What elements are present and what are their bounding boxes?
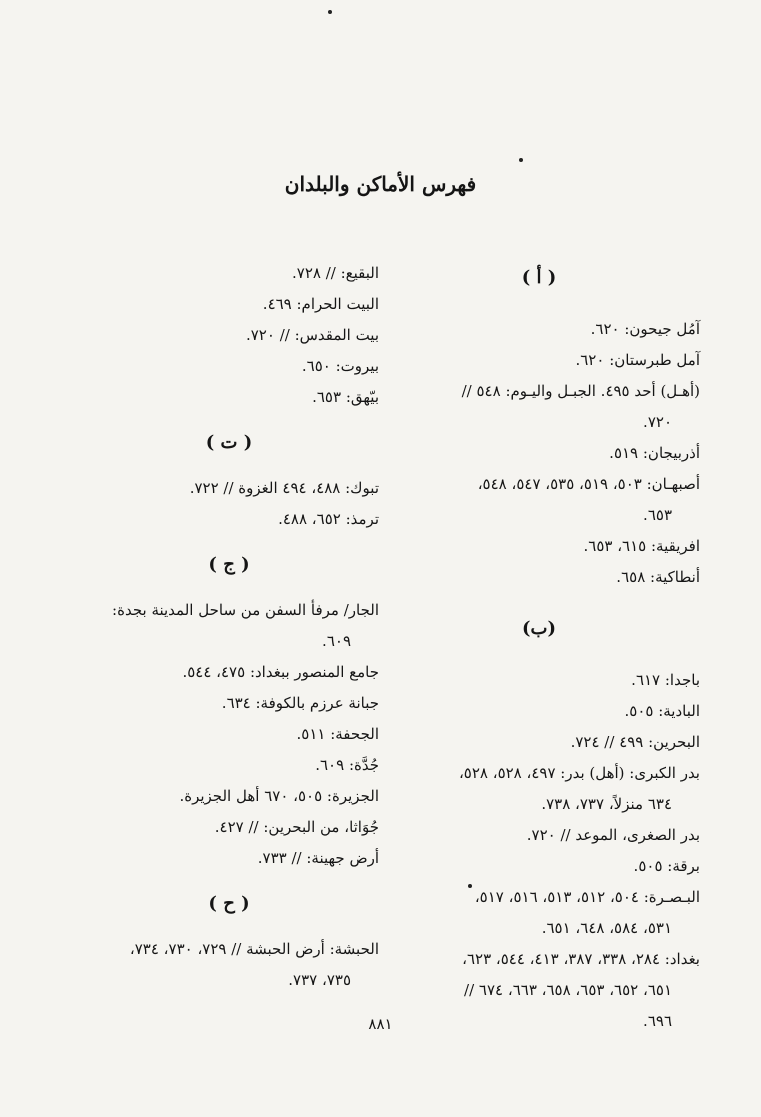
page-title: فهرس الأماكن والبلدان bbox=[284, 172, 477, 196]
entry-line: أصبهـان: ٥٠٣، ٥١٩، ٥٣٥، ٥٤٧، ٥٤٨، bbox=[477, 475, 700, 493]
entry-line: أنطاكية: ٦٥٨. bbox=[616, 568, 700, 586]
entry-line: البحرين: ٤٩٩ // ٧٢٤. bbox=[570, 733, 700, 751]
index-entry bbox=[79, 595, 379, 657]
entry-line: أذربيجان: ٥١٩. bbox=[609, 444, 700, 462]
index-entry bbox=[79, 719, 379, 750]
index-entry bbox=[378, 820, 700, 851]
ink-dot bbox=[519, 158, 523, 162]
entry-line: أرض جهينة: // ٧٣٣. bbox=[257, 849, 379, 867]
entry-line: جبانة عرزم بالكوفة: ٦٣٤. bbox=[221, 694, 379, 712]
entry-line: بيروت: ٦٥٠. bbox=[301, 357, 379, 375]
entry-line: ترمذ: ٦٥٢، ٤٨٨. bbox=[278, 510, 379, 528]
entry-line: بيت المقدس: // ٧٢٠. bbox=[245, 326, 379, 344]
entry-line: آمُل جيحون: ٦٢٠. bbox=[590, 320, 700, 338]
section-header-ta: ( ت ) bbox=[205, 432, 253, 453]
index-entry bbox=[378, 438, 700, 469]
entry-line: جُوَاثا، من البحرين: // ٤٢٧. bbox=[214, 818, 379, 836]
section-ba-entries bbox=[378, 665, 700, 1037]
section-header-ba: (ب) bbox=[522, 618, 556, 639]
entry-line: جامع المنصور ببغداد: ٤٧٥، ٥٤٤. bbox=[182, 663, 379, 681]
index-entry bbox=[378, 758, 700, 820]
entry-line: برقة: ٥٠٥. bbox=[633, 857, 700, 875]
entry-line: البـصـرة: ٥٠٤، ٥١٢، ٥١٣، ٥١٦، ٥١٧، bbox=[474, 888, 700, 906]
entry-line: بدر الصغرى، الموعد // ٧٢٠. bbox=[526, 826, 700, 844]
entry-line: افريقية: ٦١٥، ٦٥٣. bbox=[583, 537, 700, 555]
index-entry bbox=[378, 376, 700, 438]
index-entry bbox=[79, 258, 379, 289]
entry-line: البادية: ٥٠٥. bbox=[624, 702, 700, 720]
entry-continuation: ٧٢٠. bbox=[643, 413, 672, 431]
index-entry bbox=[79, 812, 379, 843]
entry-continuation: ٦٥٣. bbox=[643, 506, 672, 524]
index-entry bbox=[378, 727, 700, 758]
index-entry bbox=[378, 882, 700, 944]
entry-line: بيّهق: ٦٥٣. bbox=[312, 388, 379, 406]
index-entry bbox=[79, 750, 379, 781]
ink-dot bbox=[328, 10, 332, 14]
section-jim-entries bbox=[79, 595, 379, 874]
section-header-alif: ( أ ) bbox=[521, 267, 557, 288]
index-entry bbox=[79, 473, 379, 504]
entry-line: بدر الكبرى: (أهل) بدر: ٤٩٧، ٥٢٨، ٥٢٨، bbox=[458, 764, 700, 782]
entry-line: (أهـل) أحد ٤٩٥. الجبـل واليـوم: ٥٤٨ // bbox=[461, 382, 700, 400]
entry-line: باجدا: ٦١٧. bbox=[631, 671, 700, 689]
index-entry bbox=[79, 657, 379, 688]
section-header-jim: ( ج ) bbox=[208, 554, 250, 575]
section-header-ha: ( ح ) bbox=[208, 893, 250, 914]
index-entry bbox=[79, 382, 379, 413]
index-entry bbox=[79, 843, 379, 874]
entry-line: الجزيرة: ٥٠٥، ٦٧٠ أهل الجزيرة. bbox=[179, 787, 379, 805]
entry-line: الحبشة: أرض الحبشة // ٧٢٩، ٧٣٠، ٧٣٤، bbox=[129, 940, 379, 958]
entry-continuation: ٦٠٩. bbox=[322, 632, 351, 650]
index-entry bbox=[79, 320, 379, 351]
entry-continuation: ٦٣٤ منزلاً، ٧٣٧، ٧٣٨. bbox=[541, 795, 672, 813]
index-entry bbox=[378, 314, 700, 345]
entry-line: جُدَّة: ٦٠٩. bbox=[315, 756, 379, 774]
index-entry bbox=[378, 345, 700, 376]
index-entry bbox=[378, 531, 700, 562]
section-ta-entries bbox=[79, 473, 379, 535]
index-entry bbox=[79, 351, 379, 382]
index-entry bbox=[378, 562, 700, 593]
entry-continuation: ٦٩٦. bbox=[643, 1012, 672, 1030]
entry-continuation: ٥٣١، ٥٨٤، ٦٤٨، ٦٥١. bbox=[541, 919, 672, 937]
section-ha-entries bbox=[79, 934, 379, 996]
page-number: ٨٨١ bbox=[368, 1015, 393, 1033]
index-entry bbox=[378, 851, 700, 882]
index-column-left bbox=[79, 258, 379, 996]
index-entry bbox=[378, 469, 700, 531]
entry-continuation: ٦٥١، ٦٥٢، ٦٥٣، ٦٥٨، ٦٦٣، ٦٧٤ // bbox=[464, 981, 672, 999]
index-entry bbox=[378, 696, 700, 727]
entry-continuation: ٧٣٥، ٧٣٧. bbox=[288, 971, 351, 989]
index-entry bbox=[79, 504, 379, 535]
entry-line: بغداد: ٢٨٤، ٣٣٨، ٣٨٧، ٤١٣، ٥٤٤، ٦٢٣، bbox=[462, 950, 700, 968]
entry-line: تبوك: ٤٨٨، ٤٩٤ الغزوة // ٧٢٢. bbox=[189, 479, 379, 497]
entry-line: آمل طبرستان: ٦٢٠. bbox=[575, 351, 700, 369]
entry-line: البيت الحرام: ٤٦٩. bbox=[262, 295, 379, 313]
entry-line: البقيع: // ٧٢٨. bbox=[291, 264, 379, 282]
index-entry bbox=[378, 665, 700, 696]
entry-line: الجار/ مرفأ السفن من ساحل المدينة بجدة: bbox=[112, 601, 379, 619]
index-entry bbox=[79, 289, 379, 320]
index-column-right bbox=[378, 262, 700, 1037]
index-entry bbox=[79, 781, 379, 812]
index-entry bbox=[79, 934, 379, 996]
index-entry bbox=[79, 688, 379, 719]
entry-line: الجحفة: ٥١١. bbox=[296, 725, 379, 743]
section-alif-entries bbox=[378, 314, 700, 593]
section-ba-continued-entries bbox=[79, 258, 379, 413]
